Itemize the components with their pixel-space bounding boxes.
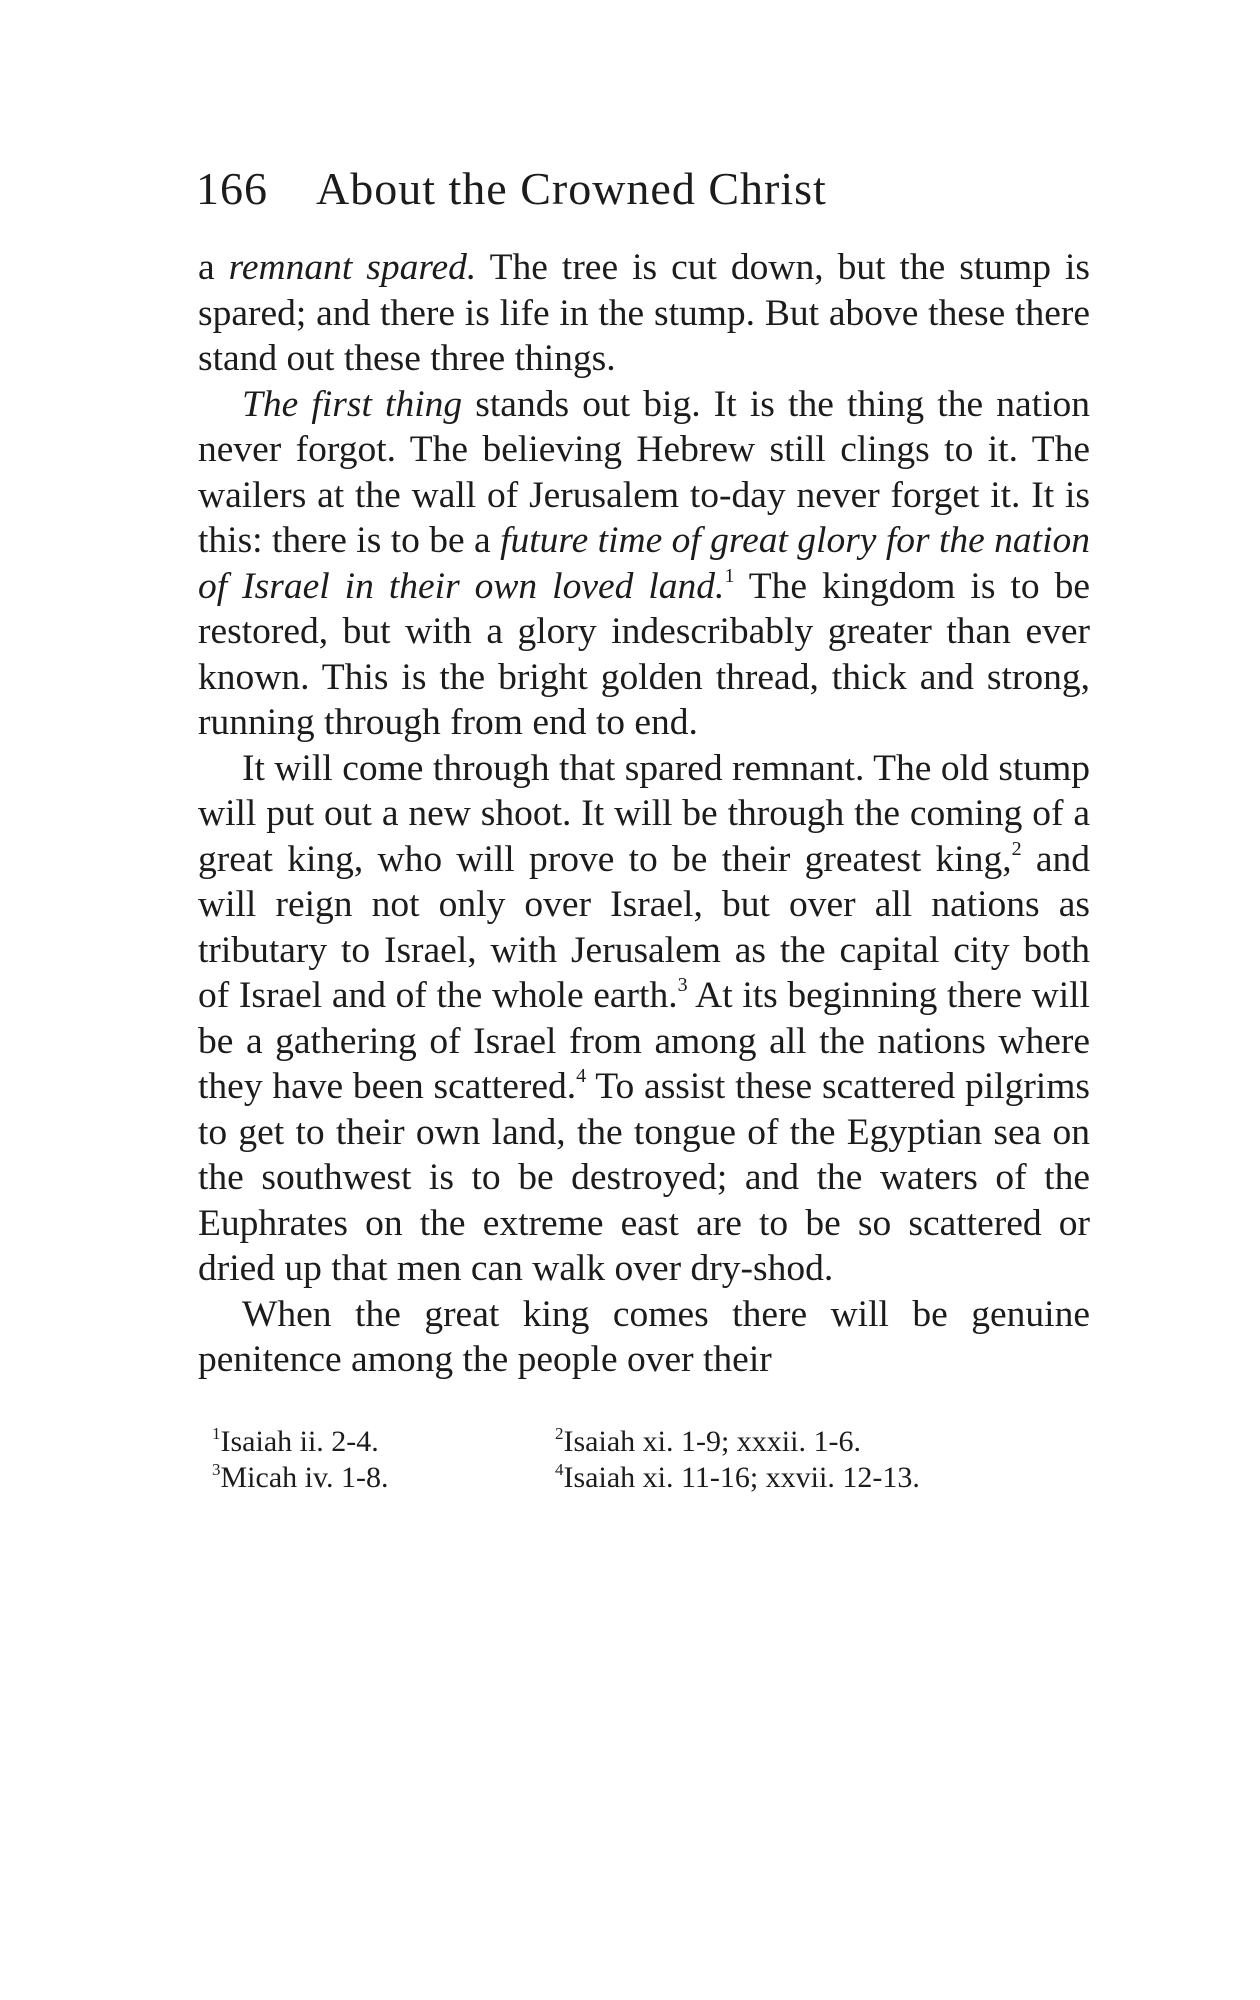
footnote-mark: 3 — [212, 1460, 221, 1479]
footnote-mark: 1 — [212, 1424, 221, 1443]
body-text — [198, 245, 1090, 1383]
footnotes — [212, 1424, 920, 1496]
paragraph-1 — [198, 245, 1090, 382]
footnote-text: Isaiah xi. 11-16; xxvii. 12-13. — [563, 1461, 920, 1494]
italic-span: future time of great glory for the nation of Israel in their own loved land. — [198, 520, 1091, 607]
footnote-text: Isaiah ii. 2-4. — [220, 1425, 379, 1458]
text-span: The tree is cut down, but the stump is spared; and there is life in the stump. But above these there stand out these three things. — [198, 247, 1090, 379]
footnote-marker: 1 — [724, 564, 735, 587]
footnote-marker: 2 — [1011, 837, 1022, 860]
text-span: It will come through that spared remnant. The old stump will put out a new shoot. It will be through the coming of a great king, who will prove to be their greatest king, — [198, 747, 1090, 880]
footnote-mark: 2 — [555, 1424, 564, 1443]
paragraph-4 — [198, 1292, 1090, 1383]
footnote-4 — [555, 1460, 920, 1496]
footnote-1 — [212, 1424, 555, 1460]
footnote-text: Isaiah xi. 1-9; xxxii. 1-6. — [563, 1425, 861, 1458]
text-span: stands out big. It is the thing the nation never forgot. The believing Hebrew still clings to it. The wailers at the wall of Jerusalem to-day never forget it. It is this: there is to be a — [198, 383, 1090, 561]
footnote-text: Micah iv. 1-8. — [220, 1461, 389, 1494]
footnote-row — [212, 1460, 920, 1496]
italic-span: remnant spared. — [228, 247, 477, 288]
paragraph-3 — [198, 746, 1090, 1292]
text-span: At its beginning there will be a gathering of Israel from among all the nations where they have been scattered. — [198, 975, 1090, 1107]
running-title: About the Crowned Christ — [316, 163, 827, 214]
text-span: To assist these scattered pilgrims to get to their own land, the tongue of the Egyptian sea on the southwest is to be destroyed; and the waters of the Euphrates on the extreme east are to be so scattered or dried up that men can walk over dry-shod. — [198, 1066, 1090, 1289]
footnote-2 — [555, 1424, 861, 1460]
italic-span: The first thing — [242, 383, 463, 425]
paragraph-2 — [198, 382, 1090, 746]
footnote-3 — [212, 1460, 555, 1496]
running-header — [196, 162, 827, 215]
text-span: a — [198, 247, 229, 288]
footnote-marker: 3 — [677, 974, 688, 996]
footnote-marker: 4 — [576, 1065, 587, 1087]
page-number: 166 — [196, 163, 268, 214]
footnote-row — [212, 1424, 920, 1460]
text-span: and will reign not only over Israel, but over all nations as tributary to Israel, with Jerusalem as the capital city both of Israel and of the whole earth. — [198, 838, 1091, 1016]
text-span: When the great king comes there will be genuine penitence among the people over their — [198, 1293, 1090, 1380]
text-span: The kingdom is to be restored, but with a glory indescribably greater than ever known. This is the bright golden thread, thick and strong, running through from end to end. — [198, 565, 1090, 743]
footnote-mark: 4 — [555, 1460, 564, 1479]
